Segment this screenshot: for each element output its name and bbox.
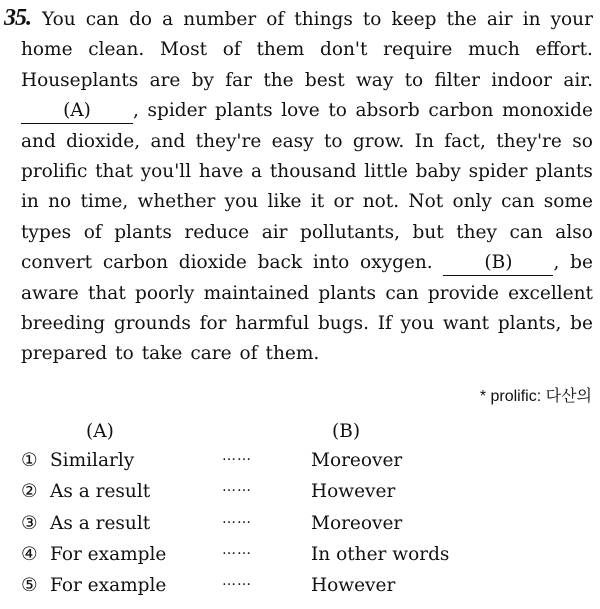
word: the bbox=[263, 69, 294, 91]
word: oxygen. bbox=[360, 252, 433, 274]
word: things bbox=[294, 9, 353, 30]
word: so bbox=[572, 130, 593, 152]
word: air. bbox=[563, 69, 593, 91]
word: of bbox=[239, 343, 258, 365]
word: , bbox=[133, 100, 139, 122]
word: easy bbox=[271, 130, 314, 152]
option-separator: …… bbox=[222, 510, 252, 527]
word: and bbox=[21, 130, 56, 152]
option-row[interactable] bbox=[0, 511, 600, 542]
word: plants bbox=[318, 282, 377, 304]
option-a-text: Similarly bbox=[50, 450, 135, 471]
word: Most bbox=[160, 39, 208, 61]
word: poorly bbox=[135, 282, 195, 304]
passage-line bbox=[21, 35, 593, 65]
word: provide bbox=[427, 282, 499, 304]
options-header bbox=[0, 417, 600, 448]
word: can bbox=[509, 221, 543, 243]
word: they bbox=[456, 221, 497, 243]
word: plants bbox=[114, 221, 172, 243]
passage-line bbox=[21, 5, 593, 35]
word: no bbox=[48, 191, 72, 213]
passage-line bbox=[21, 218, 593, 248]
word: to bbox=[404, 69, 424, 91]
word: in bbox=[522, 9, 541, 30]
option-a-text: For example bbox=[50, 543, 167, 565]
word: home bbox=[21, 39, 73, 61]
word: only bbox=[452, 191, 492, 213]
word: air bbox=[486, 9, 513, 30]
word: or bbox=[333, 191, 354, 213]
footnote: * prolific: 다산의 bbox=[479, 388, 592, 405]
option-b-text: However bbox=[311, 575, 396, 597]
word: you bbox=[224, 191, 259, 213]
passage-line bbox=[21, 96, 593, 126]
word: keep bbox=[391, 9, 437, 30]
word: not. bbox=[362, 191, 400, 213]
word: reduce bbox=[184, 221, 250, 243]
word: prepared bbox=[21, 343, 108, 365]
word: absorb bbox=[355, 100, 420, 122]
word: that bbox=[95, 160, 133, 182]
word: time, bbox=[80, 191, 129, 213]
word: Not bbox=[408, 191, 444, 213]
word: prolific bbox=[21, 160, 88, 182]
option-a-text: For example bbox=[50, 575, 167, 597]
word: them bbox=[256, 39, 305, 61]
word: back bbox=[257, 252, 303, 274]
option-row[interactable] bbox=[0, 573, 600, 604]
blank-a: (A) bbox=[21, 99, 133, 124]
word: little bbox=[364, 160, 408, 182]
word: baby bbox=[415, 160, 461, 182]
word: but bbox=[412, 221, 444, 243]
word: you bbox=[400, 312, 435, 334]
option-b-text: Moreover bbox=[311, 450, 403, 471]
word: convert bbox=[21, 252, 93, 274]
option-number: ⑤ bbox=[21, 575, 38, 597]
word: a bbox=[251, 160, 263, 182]
column-header-a: (A) bbox=[86, 421, 114, 442]
word: In bbox=[414, 130, 434, 152]
word: number bbox=[183, 9, 257, 30]
passage-line bbox=[21, 339, 593, 369]
option-number: ② bbox=[21, 481, 38, 503]
word: dioxide bbox=[178, 252, 247, 274]
blank-b: (B) bbox=[443, 251, 553, 276]
word: much bbox=[468, 39, 520, 61]
word: grow. bbox=[352, 130, 405, 152]
word: plants, bbox=[497, 312, 562, 334]
word: you'll bbox=[140, 160, 192, 182]
word: and bbox=[150, 130, 186, 152]
word: them. bbox=[265, 343, 320, 365]
word: of bbox=[83, 221, 102, 243]
word: way bbox=[355, 69, 394, 91]
word: the bbox=[446, 9, 477, 30]
passage-line bbox=[21, 127, 593, 157]
word: far bbox=[225, 69, 253, 91]
column-header-b: (B) bbox=[332, 421, 361, 442]
passage-line bbox=[21, 279, 593, 309]
word: can bbox=[385, 282, 419, 304]
option-row[interactable] bbox=[0, 542, 600, 573]
option-number: ③ bbox=[21, 512, 38, 534]
word: they're bbox=[195, 130, 262, 152]
word: be bbox=[570, 252, 593, 274]
word: thousand bbox=[269, 160, 357, 182]
word: care bbox=[190, 343, 232, 365]
word: types bbox=[21, 221, 72, 243]
word: filter bbox=[434, 69, 480, 91]
passage-line bbox=[21, 309, 593, 339]
word: can bbox=[85, 9, 120, 30]
word: to bbox=[323, 130, 343, 152]
answer-options bbox=[0, 417, 600, 604]
option-number: ④ bbox=[21, 543, 38, 565]
word: some bbox=[543, 191, 593, 213]
option-a-text: As a result bbox=[50, 481, 151, 503]
word: also bbox=[555, 221, 593, 243]
passage bbox=[21, 5, 593, 370]
word: best bbox=[304, 69, 345, 91]
word: If bbox=[377, 312, 392, 334]
word: excellent bbox=[508, 282, 593, 304]
option-separator: …… bbox=[222, 573, 252, 590]
option-row[interactable] bbox=[0, 479, 600, 510]
word: can bbox=[501, 191, 535, 213]
word: clean. bbox=[88, 39, 145, 61]
option-separator: …… bbox=[222, 448, 252, 464]
word: to bbox=[115, 343, 134, 365]
word: of bbox=[222, 39, 241, 61]
word: pollutants, bbox=[300, 221, 400, 243]
option-a-text: As a result bbox=[50, 512, 151, 534]
word: whether bbox=[137, 191, 216, 213]
passage-line bbox=[21, 248, 593, 278]
word: maintained bbox=[203, 282, 310, 304]
word: like bbox=[267, 191, 302, 213]
word: love bbox=[281, 100, 320, 122]
option-row[interactable] bbox=[0, 448, 600, 479]
word: breeding bbox=[21, 312, 106, 334]
word: to bbox=[328, 100, 347, 122]
word: carbon bbox=[428, 100, 494, 122]
option-b-text: However bbox=[311, 481, 396, 503]
option-b-text: In other words bbox=[311, 543, 450, 565]
word: grounds bbox=[113, 312, 191, 334]
word: require bbox=[383, 39, 453, 61]
option-b-text: Moreover bbox=[311, 512, 403, 534]
word: bugs. bbox=[317, 312, 369, 334]
word: spider bbox=[147, 100, 207, 122]
word: plants bbox=[215, 100, 273, 122]
word: effort. bbox=[535, 39, 593, 61]
word: to bbox=[362, 9, 382, 30]
word: monoxide bbox=[502, 100, 593, 122]
word: indoor bbox=[491, 69, 553, 91]
word: for bbox=[199, 312, 227, 334]
word: You bbox=[42, 9, 76, 30]
option-separator: …… bbox=[222, 479, 252, 496]
word: do bbox=[129, 9, 153, 30]
word: spider bbox=[468, 160, 528, 182]
question-number: 35. bbox=[4, 5, 31, 31]
word: carbon bbox=[102, 252, 169, 274]
option-separator: …… bbox=[222, 541, 252, 558]
word: don't bbox=[319, 39, 368, 61]
word: plants bbox=[535, 160, 593, 182]
word: harmful bbox=[235, 312, 310, 334]
word: fact, bbox=[444, 130, 486, 152]
word: your bbox=[550, 9, 593, 30]
word: of bbox=[266, 9, 285, 30]
word: are bbox=[149, 69, 181, 91]
word: dioxide, bbox=[66, 130, 141, 152]
word: take bbox=[141, 343, 183, 365]
word: want bbox=[442, 312, 490, 334]
word: by bbox=[191, 69, 214, 91]
word: be bbox=[570, 312, 593, 334]
word: in bbox=[21, 191, 39, 213]
word: a bbox=[162, 9, 174, 30]
word: aware bbox=[21, 282, 79, 304]
passage-line bbox=[21, 157, 593, 187]
word: air bbox=[261, 221, 288, 243]
word: Houseplants bbox=[21, 69, 139, 91]
option-number: ① bbox=[21, 450, 38, 471]
passage-line bbox=[21, 66, 593, 96]
word: , bbox=[553, 252, 560, 274]
word: they're bbox=[496, 130, 562, 152]
word: have bbox=[198, 160, 244, 182]
passage-line bbox=[21, 187, 593, 217]
word: that bbox=[87, 282, 126, 304]
word: into bbox=[312, 252, 350, 274]
word: it bbox=[310, 191, 325, 213]
